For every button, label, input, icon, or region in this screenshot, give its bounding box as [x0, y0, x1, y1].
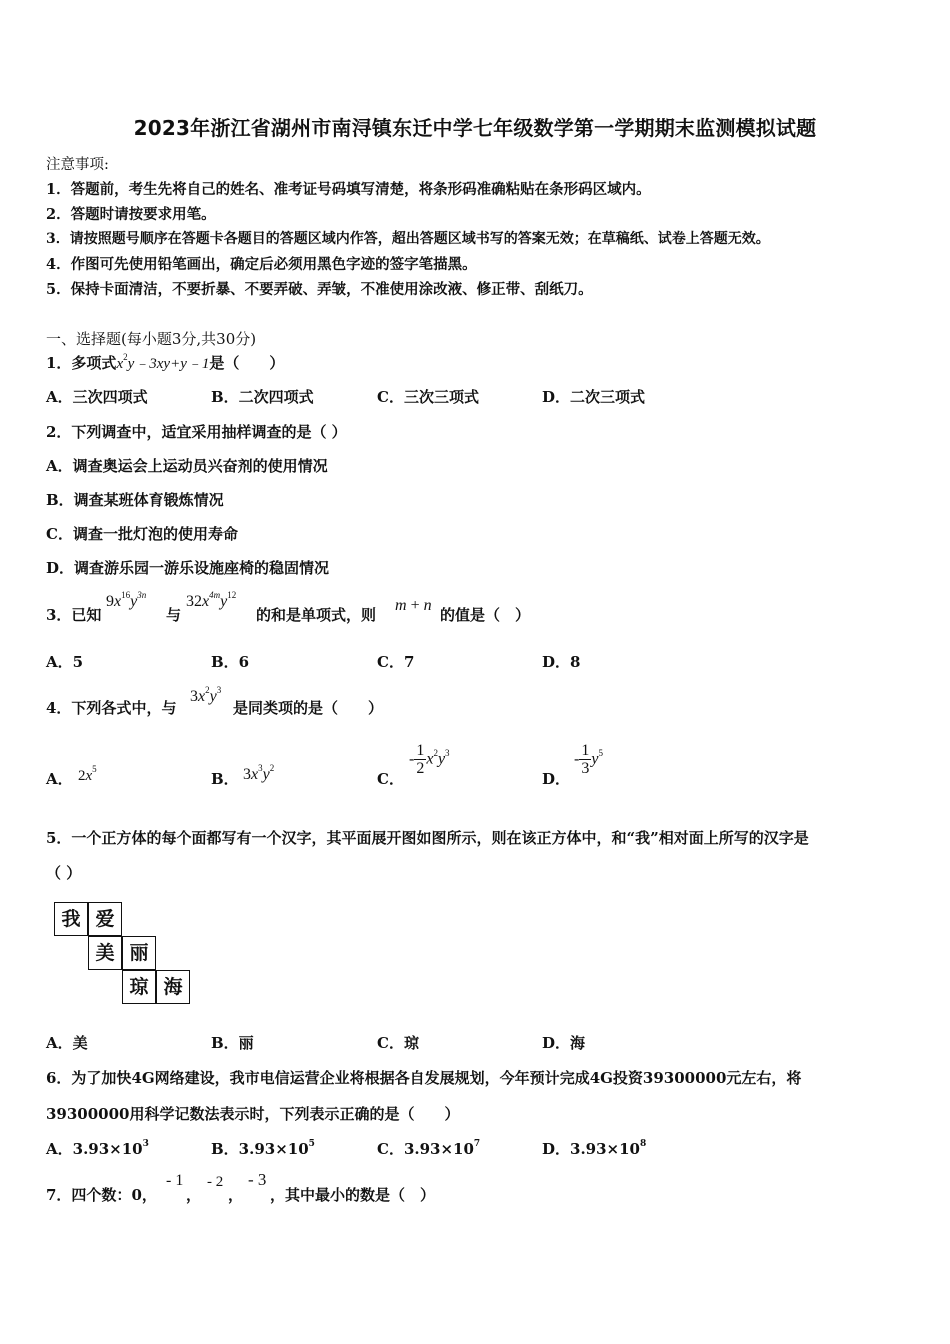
q4-option-a-expr	[78, 766, 97, 785]
net-cell-li: 丽	[122, 936, 156, 970]
q1-expr-rest: y﹣3xy+y﹣1	[127, 356, 210, 372]
q6-option-a-exp: 3	[142, 1139, 149, 1149]
q6-option-b-base: B．3.93×10	[211, 1140, 309, 1158]
q3-tail: 的值是（ ）	[440, 606, 531, 624]
notice-item: 1．答题前，考生先将自己的姓名、准考证号码填写清楚，将条形码准确粘贴在条形码区域内。	[46, 181, 651, 198]
q3-t1-xsup: 16	[121, 590, 131, 600]
q5-option-d: D．海	[542, 1034, 586, 1052]
q3-t2-coef: 32	[186, 593, 202, 610]
q2-option-d: D．调查游乐园一游乐设施座椅的稳固情况	[46, 559, 330, 577]
q4-a-x: x	[85, 768, 93, 784]
notice-item: 2．答题时请按要求用笔。	[46, 206, 216, 223]
q6-option-c	[377, 1138, 480, 1159]
q4-d-denominator: 3	[581, 760, 590, 777]
q3-plus: +	[406, 597, 424, 614]
net-cell-wo: 我	[54, 902, 88, 936]
q4-b-ysup: 2	[269, 763, 275, 773]
q4-b-xsup: 3	[258, 763, 263, 773]
q3-t2-xsup: 4m	[209, 590, 221, 600]
q3-t1-y: y	[130, 593, 138, 610]
q6-option-a-base: A．3.93×10	[46, 1140, 143, 1158]
q4-option-a-label: A．	[46, 770, 73, 788]
q4-term	[190, 686, 221, 706]
q4-option-c-expr	[409, 742, 450, 777]
q5-option-a: A．美	[46, 1034, 88, 1052]
q4-b-y: y	[262, 766, 270, 783]
q4-d-numerator: 1	[581, 742, 590, 759]
q4-number: 4．下列各式中，与	[46, 699, 177, 717]
q3-term-2	[186, 591, 236, 611]
q7-value-2: - 2	[207, 1174, 224, 1190]
q7-value-1: - 1	[166, 1172, 184, 1189]
q4-option-b-expr	[243, 764, 274, 784]
q6-option-d	[542, 1138, 646, 1159]
q7-value-3: - 3	[248, 1170, 267, 1189]
q6-option-d-exp: 8	[639, 1139, 647, 1149]
q3-t2-x: x	[202, 593, 210, 610]
q1-option-a: A．三次四项式	[46, 388, 148, 406]
question-2: 2．下列调查中，适宜采用抽样调查的是（ ）	[46, 423, 347, 441]
question-6: 6．为了加快4G网络建设，我市电信运营企业将根据各自发展规划，今年预计完成4G投资39300000元左右，将	[46, 1069, 802, 1087]
q4-tail: 是同类项的是（ ）	[233, 699, 384, 717]
net-cell-qiong: 琼	[122, 970, 156, 1004]
q4-b-x: x	[251, 766, 259, 783]
notice-item: 3．请按照题号顺序在答题卡各题目的答题区域内作答，超出答题区域书写的答案无效；在草稿纸、试卷上答题无效。	[46, 231, 770, 247]
q3-and: 与	[166, 606, 182, 624]
q1-option-c: C．三次三项式	[377, 388, 479, 406]
q3-t1-x: x	[114, 593, 122, 610]
q6-option-a	[46, 1138, 149, 1159]
notice-item: 5．保持卡面清洁，不要折暴、不要弄破、弄皱，不准使用涂改液、修正带、刮纸刀。	[46, 281, 593, 298]
q3-m: m	[395, 597, 407, 614]
net-cell-mei: 美	[88, 936, 122, 970]
q4-d-ysup: 5	[598, 748, 603, 758]
q4-c-ysup: 3	[445, 748, 450, 758]
q3-t1-ysup: 3n	[137, 590, 147, 600]
q3-option-a: A．5	[46, 653, 84, 671]
q3-option-b: B．6	[211, 653, 250, 671]
q4-b-coef: 3	[243, 766, 251, 783]
q2-option-a: A．调查奥运会上运动员兴奋剂的使用情况	[46, 457, 328, 475]
question-5: 5．一个正方体的每个面都写有一个汉字，其平面展开图如图所示，则在该正方体中，和“我”相对面上所写的汉字是	[46, 829, 809, 847]
q5-option-b: B．丽	[211, 1034, 254, 1052]
q4-c-y: y	[437, 750, 446, 768]
q4-option-d-expr	[574, 742, 603, 777]
q3-option-c: C．7	[377, 653, 415, 671]
q4-option-b-label: B．	[211, 770, 239, 788]
q1-expr-sup: 2	[123, 352, 128, 362]
q4-option-d-label: D．	[542, 770, 571, 788]
section-heading: 一、选择题(每小题3分,共30分)	[46, 330, 257, 348]
q4-option-c-label: C．	[377, 770, 404, 788]
q4-c-xsup: 2	[433, 748, 438, 758]
q4-d-sign: -	[574, 750, 580, 768]
q4-c-denominator: 2	[416, 760, 425, 777]
q4-t-y: y	[209, 688, 217, 705]
q6-option-c-base: C．3.93×10	[377, 1140, 474, 1158]
q4-a-coef: 2	[78, 768, 86, 784]
q6-option-c-exp: 7	[473, 1139, 481, 1149]
q6-option-b-exp: 5	[308, 1139, 315, 1149]
q4-c-numerator: 1	[416, 742, 425, 759]
question-1	[46, 352, 284, 373]
q6-option-b	[211, 1138, 315, 1159]
q4-d-y: y	[591, 750, 599, 768]
q7-tail: ，其中最小的数是（ ）	[270, 1186, 436, 1204]
q7-comma-1: ，	[186, 1186, 202, 1204]
q1-number: 1．多项式	[46, 354, 117, 372]
q4-d-fraction	[579, 742, 591, 777]
q6-option-d-base: D．3.93×10	[542, 1140, 640, 1158]
q3-n: n	[423, 597, 432, 614]
q1-expr-x: x	[116, 356, 124, 372]
notice-heading: 注意事项:	[46, 157, 109, 173]
q5-option-c: C．琼	[377, 1034, 419, 1052]
q3-t1-coef: 9	[106, 593, 114, 610]
q3-option-d: D．8	[542, 653, 581, 671]
q3-t2-y: y	[220, 593, 228, 610]
net-cell-ai: 爱	[88, 902, 122, 936]
q1-tail: 是（ ）	[209, 354, 285, 372]
q3-t2-ysup: 12	[227, 590, 237, 600]
question-5-tail: （ ）	[46, 864, 82, 882]
notice-item: 4．作图可先使用铅笔画出，确定后必须用黑色字迹的签字笔描黑。	[46, 256, 477, 273]
q3-m-plus-n	[395, 595, 432, 615]
q4-a-sup: 5	[92, 764, 97, 774]
q4-t-ysup: 3	[216, 685, 222, 695]
q3-term-1	[106, 591, 146, 611]
q1-option-d: D．二次三项式	[542, 388, 646, 406]
q7-comma-2: ，	[228, 1186, 244, 1204]
q3-middle-text: 的和是单项式，则	[256, 606, 377, 624]
q1-option-b: B．二次四项式	[211, 388, 314, 406]
question-6-line2: 39300000用科学记数法表示时，下列表示正确的是（ ）	[46, 1105, 460, 1123]
q4-c-x: x	[426, 750, 434, 768]
q3-number: 3．已知	[46, 606, 102, 624]
q4-c-fraction	[414, 742, 426, 777]
q4-t-x: x	[198, 688, 206, 705]
q2-option-c: C．调查一批灯泡的使用寿命	[46, 525, 238, 543]
q4-t-coef: 3	[190, 688, 198, 705]
q2-option-b: B．调查某班体育锻炼情况	[46, 491, 224, 509]
q4-c-sign: -	[409, 750, 415, 768]
net-cell-hai: 海	[156, 970, 190, 1004]
page-title: 2023年浙江省湖州市南浔镇东迁中学七年级数学第一学期期末监测模拟试题	[133, 116, 817, 140]
q4-t-xsup: 2	[205, 685, 210, 695]
q7-number: 7．四个数：0，	[46, 1186, 157, 1204]
